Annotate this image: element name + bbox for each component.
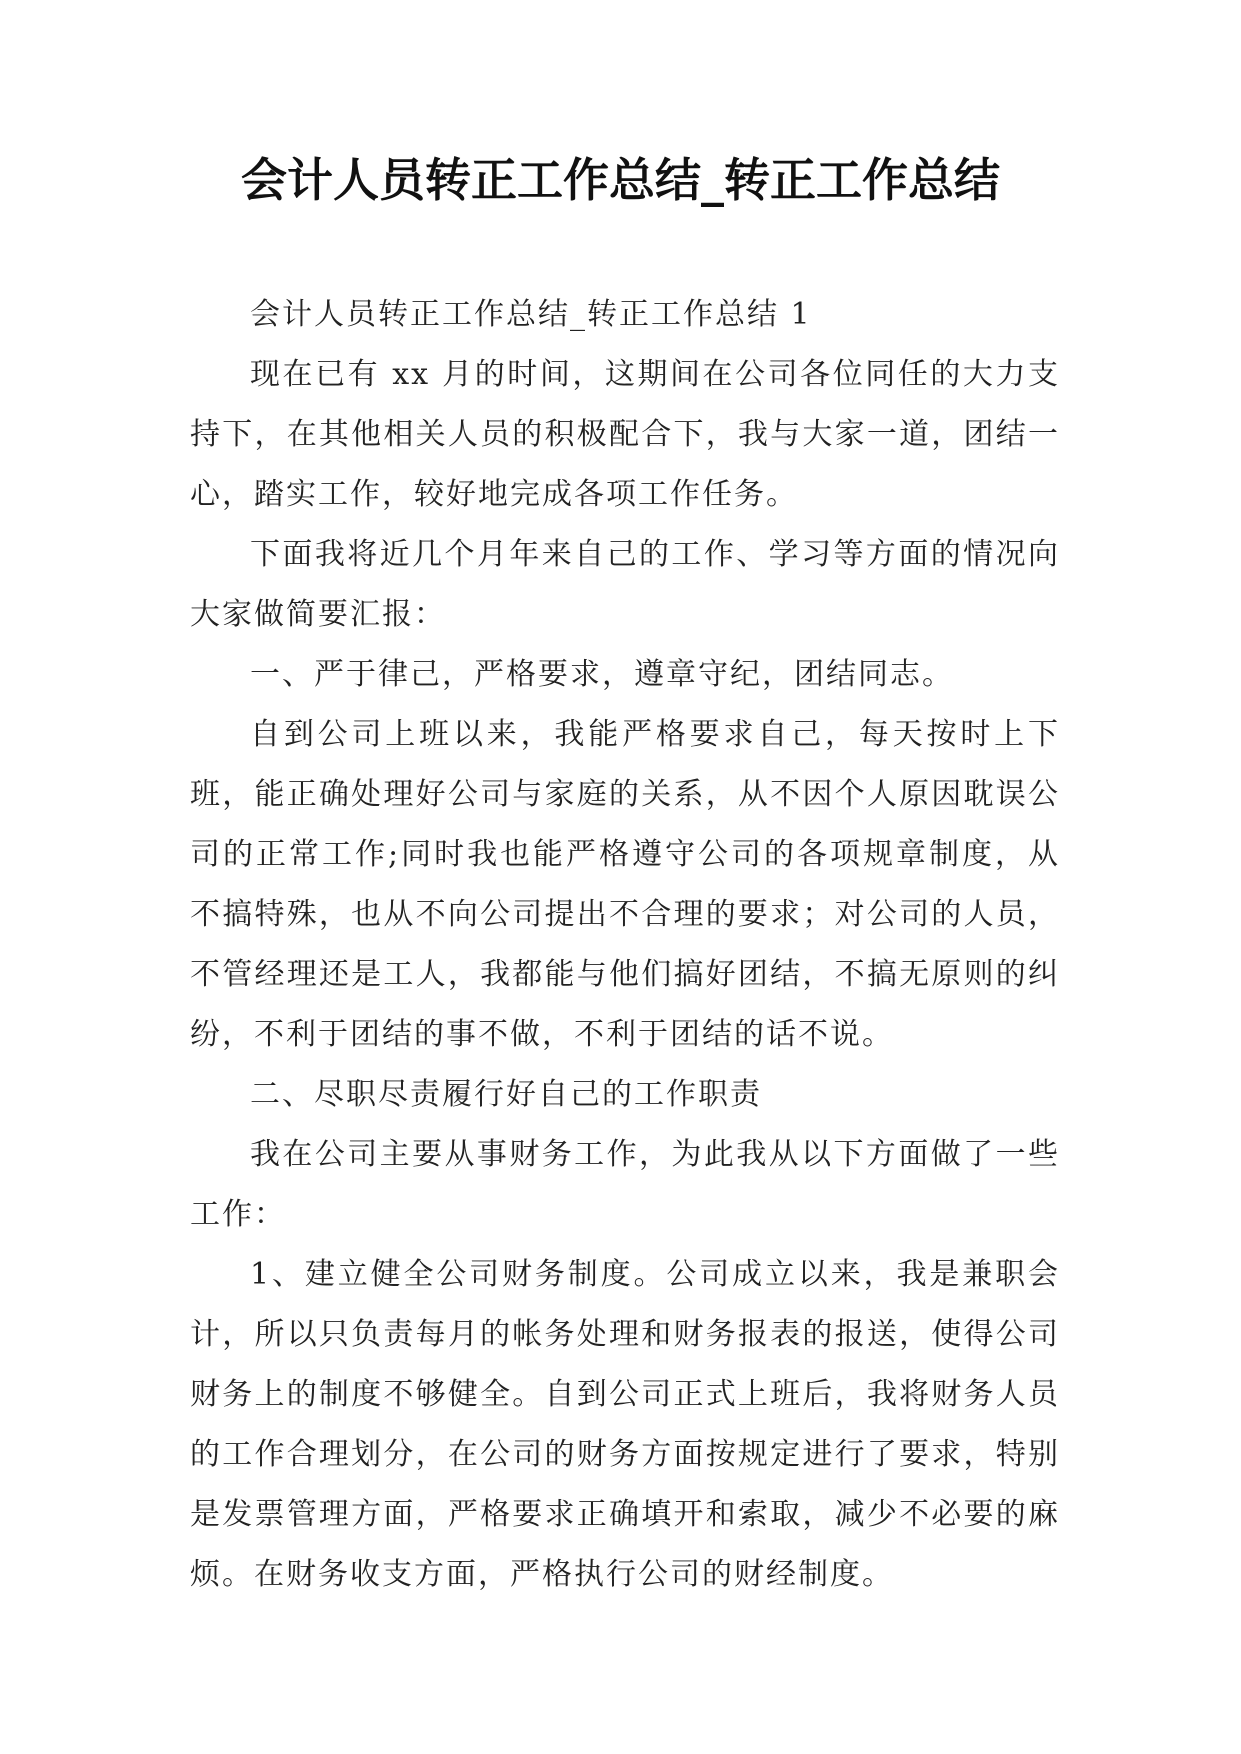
paragraph: 现在已有 xx 月的时间，这期间在公司各位同任的大力支持下，在其他相关人员的积极配合下，我与大家一道，团结一心，踏实工作，较好地完成各项工作任务。 [190, 357, 1060, 512]
paragraph: 自到公司上班以来，我能严格要求自己，每天按时上下班，能正确处理好公司与家庭的关系，从不因个人原因耽误公司的正常工作;同时我也能严格遵守公司的各项规章制度，从不搞特殊，也从不向公司提出不合理的要求；对公司的人员，不管经理还是工人，我都能与他们搞好团结，不搞无原则的纠纷，不利于团结的事不做，不利于团结的话不说。 [190, 717, 1060, 1052]
document-body [190, 285, 1060, 1605]
section-heading: 一、严于律己，严格要求，遵章守纪，团结同志。 [250, 657, 954, 692]
paragraph: 我在公司主要从事财务工作，为此我从以下方面做了一些工作： [190, 1137, 1060, 1232]
paragraph: 会计人员转正工作总结_转正工作总结 1 [250, 297, 812, 332]
paragraph: 1、建立健全公司财务制度。公司成立以来，我是兼职会计，所以只负责每月的帐务处理和财务报表的报送，使得公司财务上的制度不够健全。自到公司正式上班后，我将财务人员的工作合理划分，在公司的财务方面按规定进行了要求，特别是发票管理方面，严格要求正确填开和索取，减少不必要的麻烦。在财务收支方面，严格执行公司的财经制度。 [190, 1257, 1060, 1592]
document-title: 会计人员转正工作总结_转正工作总结 [241, 153, 1000, 207]
section-heading: 二、尽职尽责履行好自己的工作职责 [250, 1077, 762, 1112]
paragraph: 下面我将近几个月年来自己的工作、学习等方面的情况向大家做简要汇报： [190, 537, 1060, 632]
